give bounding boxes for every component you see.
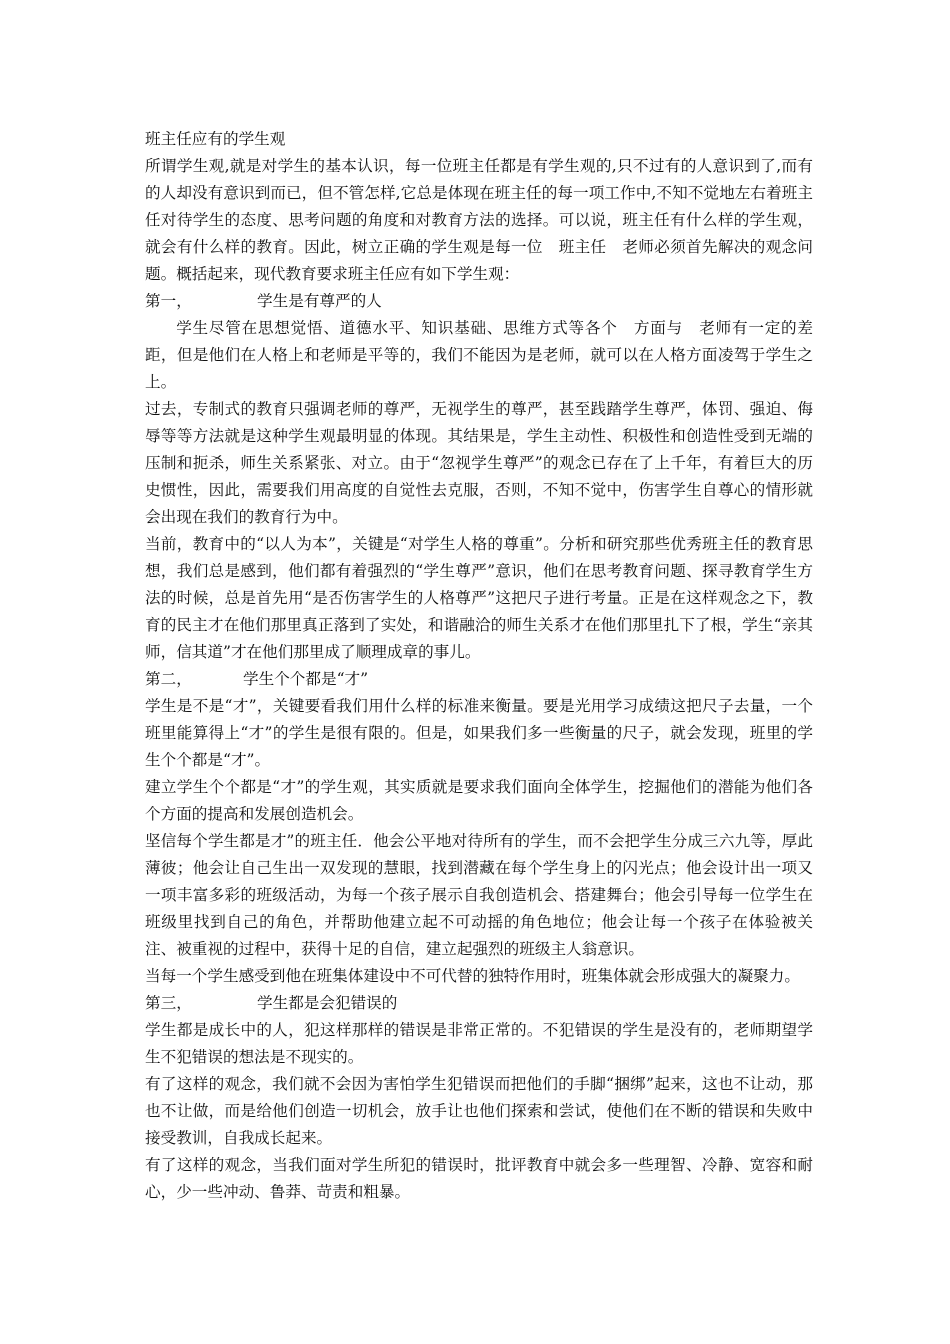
- section-number: 第二，: [145, 670, 192, 688]
- body-paragraph: 学生尽管在思想觉悟、道德水平、知识基础、思维方式等各个 方面与 老师有一定的差距，但是他们在人格上和老师是平等的，我们不能因为是老师，就可以在人格方面凌驾于学生之上。: [145, 319, 813, 391]
- body-paragraph: 当每一个学生感受到他在班集体建设中不可代替的独特作用时，班集体就会形成强大的凝聚力。: [145, 967, 800, 985]
- section-number: 第一，: [145, 292, 192, 310]
- section-heading-1: [145, 288, 813, 315]
- section-heading-2: [145, 666, 813, 693]
- document-title: 班主任应有的学生观: [145, 130, 286, 148]
- body-paragraph: 过去，专制式的教育只强调老师的尊严，无视学生的尊严，甚至践踏学生尊严，体罚、强迫、侮辱等等方法就是这种学生观最明显的体现。其结果是，学生主动性、积极性和创造性受到无端的压制和扼杀，师生关系紧张、对立。由于“忽视学生尊严”的观念已存在了上千年，有着巨大的历史惯性，因此，需要我们用高度的自觉性去克服，否则，不知不觉中，伤害学生自尊心的情形就会出现在我们的教育行为中。: [145, 400, 813, 526]
- intro-paragraph: 所谓学生观,就是对学生的基本认识，每一位班主任都是有学生观的,只不过有的人意识到了,而有的人却没有意识到而已，但不管怎样,它总是体现在班主任的每一项工作中,不知不觉地左右着班主任对待学生的态度、思考问题的角度和对教育方法的选择。可以说，班主任有什么样的学生观，就会有什么样的教育。因此，树立正确的学生观是每一位 班主任 老师必须首先解决的观念问题。概括起来，现代教育要求班主任应有如下学生观：: [145, 157, 813, 283]
- section-heading-text: 学生个个都是“才”: [243, 670, 369, 688]
- body-paragraph: 学生是不是“才”，关键要看我们用什么样的标准来衡量。要是光用学习成绩这把尺子去量，一个班里能算得上“才”的学生是很有限的。但是，如果我们多一些衡量的尺子，就会发现，班里的学生个个都是“才”。: [145, 697, 813, 769]
- section-heading-text: 学生是有尊严的人: [257, 292, 382, 310]
- section-heading-text: 学生都是会犯错误的: [257, 994, 398, 1012]
- section-heading-3: [145, 990, 813, 1017]
- body-paragraph: 建立学生个个都是“才”的学生观，其实质就是要求我们面向全体学生，挖掘他们的潜能为他们各个方面的提高和发展创造机会。: [145, 778, 813, 823]
- body-paragraph: 学生都是成长中的人，犯这样那样的错误是非常正常的。不犯错误的学生是没有的，老师期望学生不犯错误的想法是不现实的。: [145, 1021, 813, 1066]
- section-number: 第三，: [145, 994, 192, 1012]
- body-paragraph: 当前，教育中的“以人为本”，关键是“对学生人格的尊重”。分析和研究那些优秀班主任的教育思想，我们总是感到，他们都有着强烈的“学生尊严”意识，他们在思考教育问题、探寻教育学生方法的时候，总是首先用“是否伤害学生的人格尊严”这把尺子进行考量。正是在这样观念之下，教育的民主才在他们那里真正落到了实处，和谐融洽的师生关系才在他们那里扎下了根，学生“亲其师，信其道”才在他们那里成了顺理成章的事儿。: [145, 535, 813, 661]
- body-paragraph: 有了这样的观念，我们就不会因为害怕学生犯错误而把他们的手脚“捆绑”起来，这也不让动，那也不让做，而是给他们创造一切机会，放手让也他们探索和尝试，使他们在不断的错误和失败中接受教训，自我成长起来。: [145, 1075, 813, 1147]
- body-paragraph: 有了这样的观念，当我们面对学生所犯的错误时，批评教育中就会多一些理智、冷静、宽容和耐心，少一些冲动、鲁莽、苛责和粗暴。: [145, 1156, 813, 1201]
- body-paragraph: 坚信每个学生都是才”的班主任．他会公平地对待所有的学生，而不会把学生分成三六九等，厚此薄彼；他会让自己生出一双发现的慧眼，找到潜藏在每个学生身上的闪光点；他会设计出一项又一项丰富多彩的班级活动，为每一个孩子展示自我创造机会、搭建舞台；他会引导每一位学生在班级里找到自己的角色，并帮助他建立起不可动摇的角色地位；他会让每一个孩子在体验被关注、被重视的过程中，获得十足的自信，建立起强烈的班级主人翁意识。: [145, 832, 813, 958]
- document-page: [145, 126, 813, 1206]
